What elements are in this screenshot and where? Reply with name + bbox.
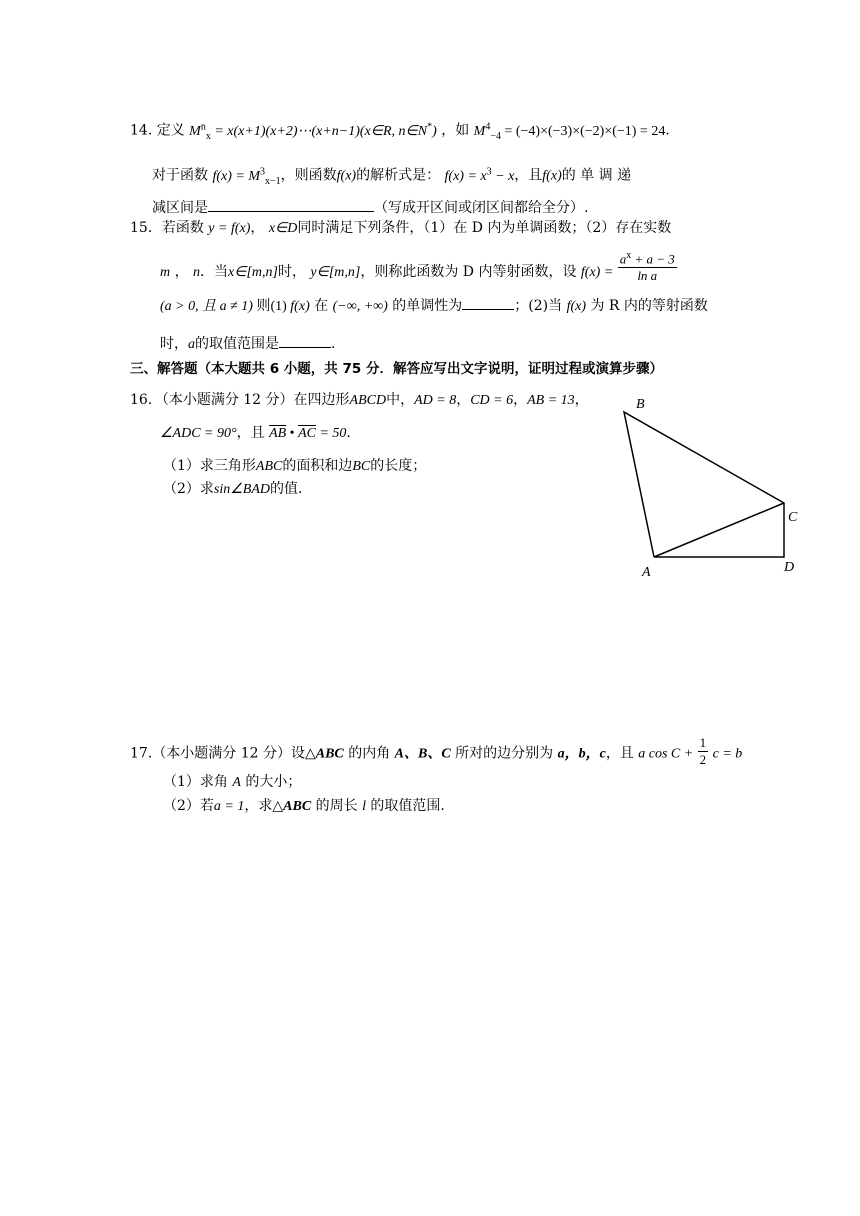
q16-part1: （1）求三角形ABC的面积和边BC的长度；	[163, 458, 427, 474]
q16-part2: （2）求sin∠BAD的值.	[163, 481, 303, 497]
vector-ab: $\overline{AB}$	[269, 426, 287, 441]
section-heading: 三、解答题（本大题共 6 小题，共 75 分．解答应写出文字说明，证明过程或演算步骤）	[130, 361, 663, 377]
answer-blank[interactable]	[208, 198, 374, 212]
label-d: D	[784, 560, 795, 575]
q16-line1: 16．（本小题满分 12 分）在四边形ABCD中，AD = 8，CD = 6，AB = 13，	[130, 392, 589, 408]
range-blank[interactable]	[279, 334, 331, 348]
quad-outline	[624, 412, 784, 557]
vector-ac: $\overline{AC}$	[298, 426, 316, 441]
q14-line1: 14. 定义 $M^n_x$ = x(x+1)(x+2)⋯(x+n−1)(x∈R, n∈N*) ，如 $M^4_{-4} = (-4)\times(-3)\times(-2)\times(-1) = 24$.	[130, 121, 670, 142]
q14-line2: 对于函数 $f(x) = M^3_{x-1}$，则函数f(x)的解析式是： $f(x) = x^3 - x$，且f(x)的 单 调 递	[152, 166, 632, 187]
q17-line1: 17.（本小题满分 12 分）设△ABC 的内角 A、B、C 所对的边分别为 a，b，c，且 a cos C + $\frac{1}{2}$ c = b	[130, 735, 743, 767]
quadrilateral-figure	[620, 390, 820, 590]
q15-line2: m ， n．当x∈[m,n]时， y∈[m,n]，则称此函数为 D 内等射函数，设 f(x) = $\frac{a^x + a - 3}{\text{ln a}}$	[160, 250, 675, 284]
q15-line3: (a > 0, 且 a ≠ 1) 则(1) f(x) 在 (−∞, +∞) 的单调性为 ；(2)当 f(x) 为 R 内的等射函数	[160, 298, 708, 314]
q14-line3: 减区间是 （写成开区间或闭区间都给全分）.	[152, 200, 589, 216]
label-b: B	[636, 397, 645, 412]
label-c: C	[788, 510, 798, 525]
diagonal-ac	[654, 503, 784, 557]
q15-line1: 15．若函数 y = f(x)， x∈D同时满足下列条件，（1）在 D 内为单调函数；（2）存在实数	[130, 220, 672, 236]
half-fraction: $\frac{1}{2}$	[699, 735, 707, 767]
q15-line4: 时，a的取值范围是 .	[160, 336, 336, 352]
example-expression: $M^4_{-4} = (-4)\times(-3)\times(-2)\times(-1) = 24$	[473, 121, 666, 142]
f-fraction: $\frac{a^x + a - 3}{\text{ln a}}$	[619, 250, 675, 284]
q16-line2: ∠ADC = 90°，且 $\overline{AB}$ • $\overline{AC} = 50$.	[160, 425, 351, 441]
f-definition: $f(x) = M^3_{x-1}$	[212, 166, 281, 187]
f-expression: $f(x) = x^3 - x$	[444, 166, 515, 184]
def-expression: $M^n_x$ = x(x+1)(x+2)⋯(x+n−1)(x∈R, n∈N*)	[189, 121, 437, 142]
monotonicity-blank[interactable]	[462, 296, 514, 310]
label-a: A	[642, 565, 651, 580]
q17-part2: （2）若a = 1，求△ABC 的周长 l 的取值范围.	[163, 798, 445, 814]
q17-part1: （1）求角 A 的大小；	[163, 774, 302, 790]
